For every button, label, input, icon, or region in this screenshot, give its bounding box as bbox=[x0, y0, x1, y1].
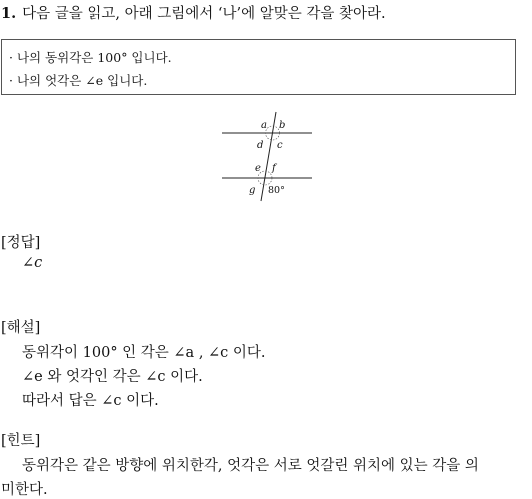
label-g: g bbox=[249, 185, 256, 196]
label-e: e bbox=[255, 163, 261, 174]
figure-svg bbox=[222, 110, 314, 204]
question-number: 1. bbox=[1, 5, 17, 22]
conditions-box bbox=[1, 39, 516, 95]
label-d: d bbox=[257, 140, 264, 151]
label-c: c bbox=[277, 140, 283, 151]
explanation-line-2: ∠e 와 엇각인 각은 ∠c 이다. bbox=[22, 369, 203, 385]
label-b: b bbox=[279, 120, 286, 131]
label-f: f bbox=[272, 163, 276, 174]
hint-heading: [힌트] bbox=[1, 433, 41, 449]
explanation-line-1: 동위각이 100° 인 각은 ∠a , ∠c 이다. bbox=[22, 345, 266, 361]
question-text: 다음 글을 읽고, 아래 그림에서 ‘나’에 알맞은 각을 찾아라. bbox=[22, 6, 386, 22]
hint-line-2: 미한다. bbox=[1, 482, 48, 498]
condition-alternate: · 나의 엇각은 ∠e 입니다. bbox=[9, 73, 148, 88]
condition-corresponding: · 나의 동위각은 100° 입니다. bbox=[9, 50, 172, 65]
explanation-line-3: 따라서 답은 ∠c 이다. bbox=[22, 393, 159, 409]
parallel-lines-figure bbox=[222, 110, 314, 208]
answer-value: ∠c bbox=[22, 255, 43, 271]
explanation-heading: [해설] bbox=[1, 320, 41, 336]
answer-heading: [정답] bbox=[1, 235, 41, 251]
question bbox=[1, 2, 386, 23]
label-a: a bbox=[261, 120, 267, 131]
label-angle-80: 80° bbox=[268, 185, 285, 196]
hint-line-1: 동위각은 같은 방향에 위치한각, 엇각은 서로 엇갈린 위치에 있는 각을 의 bbox=[22, 458, 479, 474]
